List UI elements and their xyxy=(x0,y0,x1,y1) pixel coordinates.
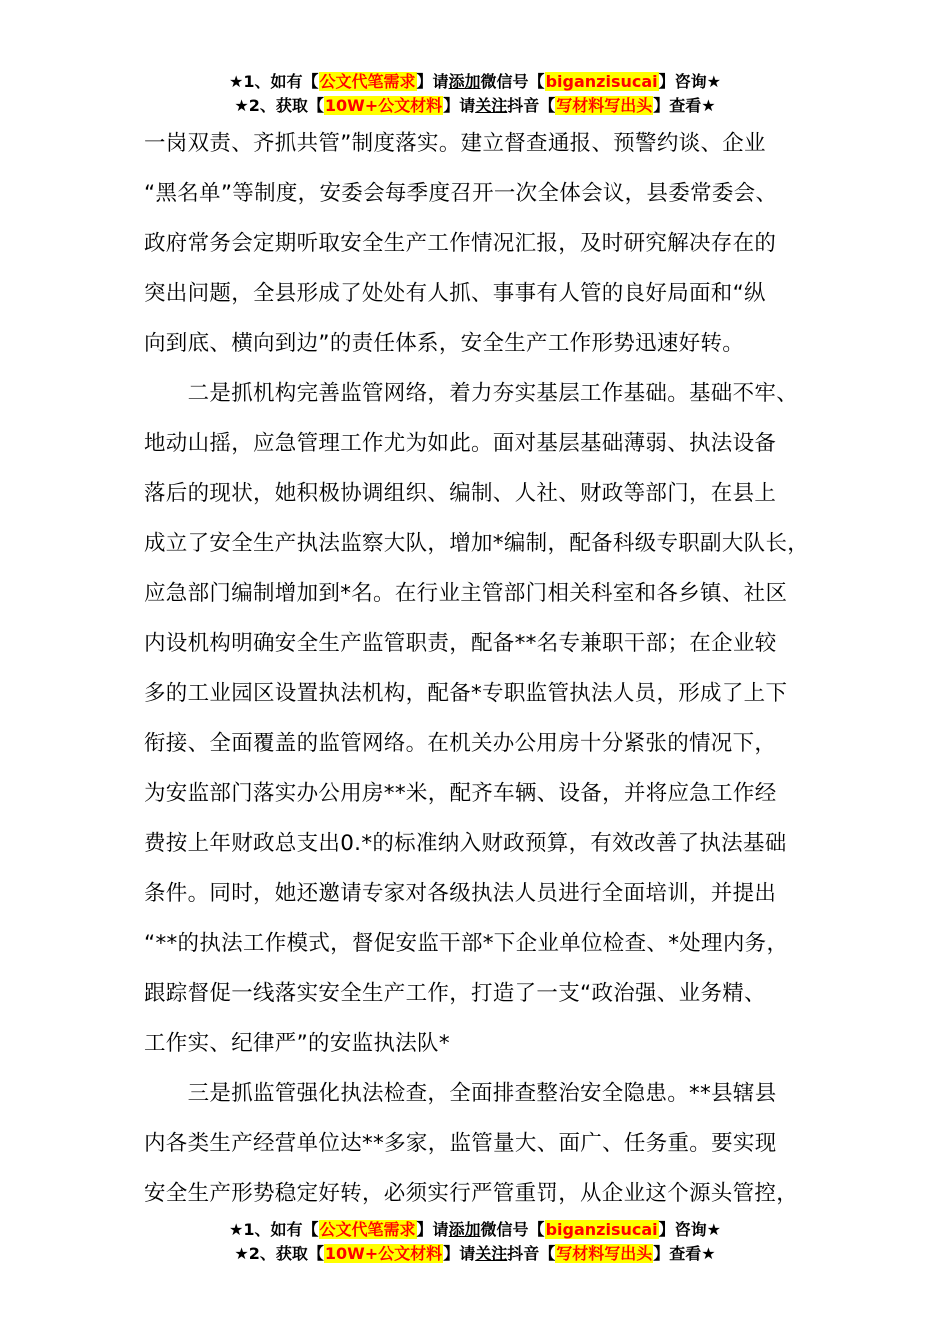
banner-text: 抖音【 xyxy=(507,1244,556,1263)
text-line: 衔接、全面覆盖的监管网络。在机关办公用房十分紧张的情况下， xyxy=(144,731,777,756)
banner-line-2 xyxy=(0,1242,950,1266)
highlight-materials: 10W+公文材料 xyxy=(324,96,443,115)
underlined-word: 添加 xyxy=(448,72,481,91)
banner-line-2 xyxy=(0,94,950,118)
paragraph-start-line: 二是抓机构完善监管网络，着力夯实基层工作基础。基础不牢、 xyxy=(144,381,799,406)
banner-text: 微信号【 xyxy=(480,1220,545,1239)
banner-text: ★1、如有【 xyxy=(229,72,319,91)
paragraph-start-line: 三是抓监管强化执法检查，全面排查整治安全隐患。**县辖县 xyxy=(144,1081,777,1106)
text-line: 多的工业园区设置执法机构，配备*专职监管执法人员，形成了上下 xyxy=(144,681,788,706)
highlight-wechat-id: biganzisucai xyxy=(545,1220,658,1239)
banner-text: 】请 xyxy=(416,72,449,91)
text-line: 内各类生产经营单位达**多家，监管量大、面广、任务重。要实现 xyxy=(144,1131,777,1156)
text-line: “**的执法工作模式，督促安监干部*下企业单位检查、*处理内务， xyxy=(144,931,789,956)
text-line: 向到底、横向到边”的责任体系，安全生产工作形势迅速好转。 xyxy=(144,331,745,356)
text-line: 工作实、纪律严”的安监执法队* xyxy=(144,1031,450,1056)
underlined-word: 关注 xyxy=(475,1244,508,1263)
banner-text: 】查看★ xyxy=(653,96,716,115)
text-line: 政府常务会定期听取安全生产工作情况汇报，及时研究解决存在的 xyxy=(144,231,777,256)
highlight-materials: 10W+公文材料 xyxy=(324,1244,443,1263)
header-banner xyxy=(0,70,950,118)
text-line: 应急部门编制增加到*名。在行业主管部门相关科室和各乡镇、社区 xyxy=(144,581,788,606)
highlight-wechat-id: biganzisucai xyxy=(545,72,658,91)
document-body xyxy=(144,119,844,1219)
banner-line-1 xyxy=(0,70,950,94)
text-line: 安全生产形势稳定好转，必须实行严管重罚，从企业这个源头管控， xyxy=(144,1181,799,1206)
banner-line-1 xyxy=(0,1218,950,1242)
banner-text: 抖音【 xyxy=(507,96,556,115)
banner-text: ★2、获取【 xyxy=(234,1244,324,1263)
text-line: 突出问题，全县形成了处处有人抓、事事有人管的良好局面和“纵 xyxy=(144,281,766,306)
highlight-service: 公文代笔需求 xyxy=(319,72,416,91)
text-line: 一岗双责、齐抓共管”制度落实。建立督查通报、预警约谈、企业 xyxy=(144,131,766,156)
text-line: 费按上年财政总支出0.*的标准纳入财政预算，有效改善了执法基础 xyxy=(144,831,787,856)
text-line: 地动山摇，应急管理工作尤为如此。面对基层基础薄弱、执法设备 xyxy=(144,431,777,456)
banner-text: ★1、如有【 xyxy=(229,1220,319,1239)
banner-text: 】请 xyxy=(416,1220,449,1239)
underlined-word: 添加 xyxy=(448,1220,481,1239)
footer-banner xyxy=(0,1218,950,1266)
underlined-word: 关注 xyxy=(475,96,508,115)
banner-text: 】咨询★ xyxy=(658,1220,721,1239)
banner-text: 】查看★ xyxy=(653,1244,716,1263)
highlight-service: 公文代笔需求 xyxy=(319,1220,416,1239)
text-line: 成立了安全生产执法监察大队，增加*编制，配备科级专职副大队长， xyxy=(144,531,810,556)
highlight-douyin: 写材料写出头 xyxy=(556,96,653,115)
text-line: 条件。同时，她还邀请专家对各级执法人员进行全面培训，并提出 xyxy=(144,881,777,906)
text-line: 落后的现状，她积极协调组织、编制、人社、财政等部门，在县上 xyxy=(144,481,777,506)
text-line: 内设机构明确安全生产监管职责，配备**名专兼职干部；在企业较 xyxy=(144,631,777,656)
text-line: 为安监部门落实办公用房**米，配齐车辆、设备，并将应急工作经 xyxy=(144,781,777,806)
banner-text: 】请 xyxy=(443,96,476,115)
banner-text: 】咨询★ xyxy=(658,72,721,91)
banner-text: 】请 xyxy=(443,1244,476,1263)
banner-text: ★2、获取【 xyxy=(234,96,324,115)
text-line: 跟踪督促一线落实安全生产工作，打造了一支“政治强、业务精、 xyxy=(144,981,766,1006)
banner-text: 微信号【 xyxy=(480,72,545,91)
text-line: “黑名单”等制度，安委会每季度召开一次全体会议，县委常委会、 xyxy=(144,181,778,206)
highlight-douyin: 写材料写出头 xyxy=(556,1244,653,1263)
